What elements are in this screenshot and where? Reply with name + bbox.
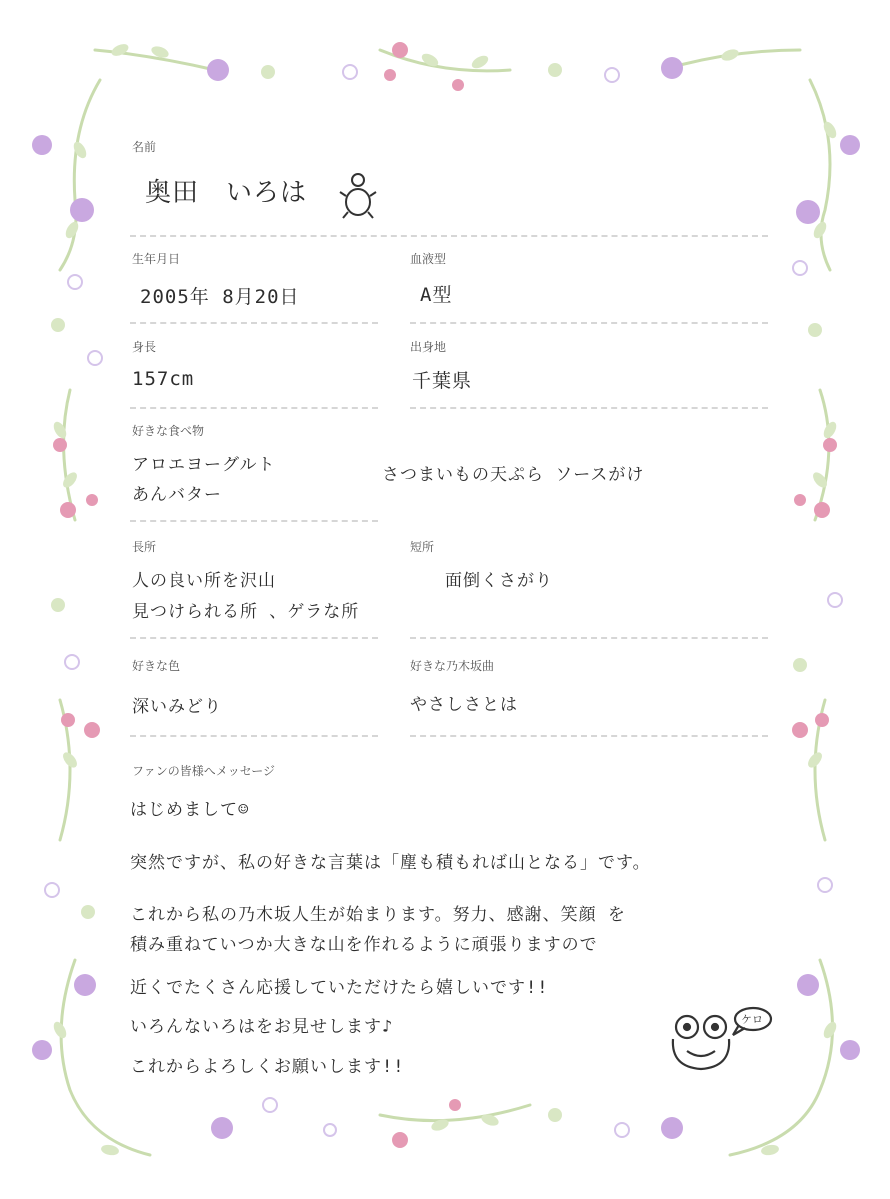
favorite-food-label: 好きな食べ物 (132, 424, 205, 438)
favorite-song-divider (410, 735, 768, 737)
favorite-color-divider (130, 735, 378, 737)
message-line-2: 突然ですが、私の好きな言葉は「塵も積もれば山となる」です。 (130, 853, 651, 873)
birthday-label: 生年月日 (132, 252, 181, 266)
strength-line-1: 人の良い所を沢山 (132, 571, 276, 591)
message-label: ファンの皆様へメッセージ (132, 764, 276, 778)
weakness-label: 短所 (410, 540, 435, 554)
weakness-divider (410, 637, 768, 639)
strength-divider (130, 637, 378, 639)
weakness-value: 面倒くさがり (445, 571, 553, 591)
blood-type-divider (410, 322, 768, 324)
message-line-4: 積み重ねていつか大きな山を作れるように頑張りますので (130, 935, 598, 955)
turtle-icon (338, 170, 378, 222)
height-label: 身長 (132, 340, 157, 354)
message-line-6: いろんないろはをお見せします♪ (130, 1017, 394, 1037)
name-divider (130, 235, 768, 237)
favorite-color-value: 深いみどり (132, 697, 222, 717)
message-line-5: 近くでたくさん応援していただけたら嬉しいです!! (130, 978, 549, 998)
birthplace-value: 千葉県 (412, 370, 473, 392)
favorite-song-label: 好きな乃木坂曲 (410, 659, 495, 673)
birthplace-divider (410, 407, 768, 409)
message-line-3: これから私の乃木坂人生が始まります。努力、感謝、笑顔 を (130, 905, 626, 925)
birthplace-label: 出身地 (410, 340, 447, 354)
height-value: 157cm (132, 368, 195, 390)
favorite-food-line-1: アロエヨーグルト (132, 455, 276, 475)
blood-type-value: A型 (420, 284, 453, 306)
favorite-song-value: やさしさとは (410, 695, 518, 715)
strength-label: 長所 (132, 540, 157, 554)
favorite-food-line-2: あんバター (132, 485, 222, 505)
message-line-7: これからよろしくお願いします!! (130, 1057, 405, 1077)
favorite-food-divider (130, 520, 378, 522)
name-value: 奥田 いろは (145, 178, 308, 208)
blood-type-label: 血液型 (410, 252, 447, 266)
favorite-color-label: 好きな色 (132, 659, 181, 673)
favorite-food-extra: さつまいもの天ぷら ソースがけ (382, 465, 645, 485)
name-label: 名前 (132, 140, 157, 154)
birthday-divider (130, 322, 378, 324)
strength-line-2: 見つけられる所 、ゲラな所 (132, 602, 360, 622)
message-line-1: はじめまして☺ (130, 800, 250, 820)
height-divider (130, 407, 378, 409)
frog-speech-text: ケロ (741, 1013, 763, 1026)
birthday-value: 2005年 8月20日 (140, 286, 300, 308)
